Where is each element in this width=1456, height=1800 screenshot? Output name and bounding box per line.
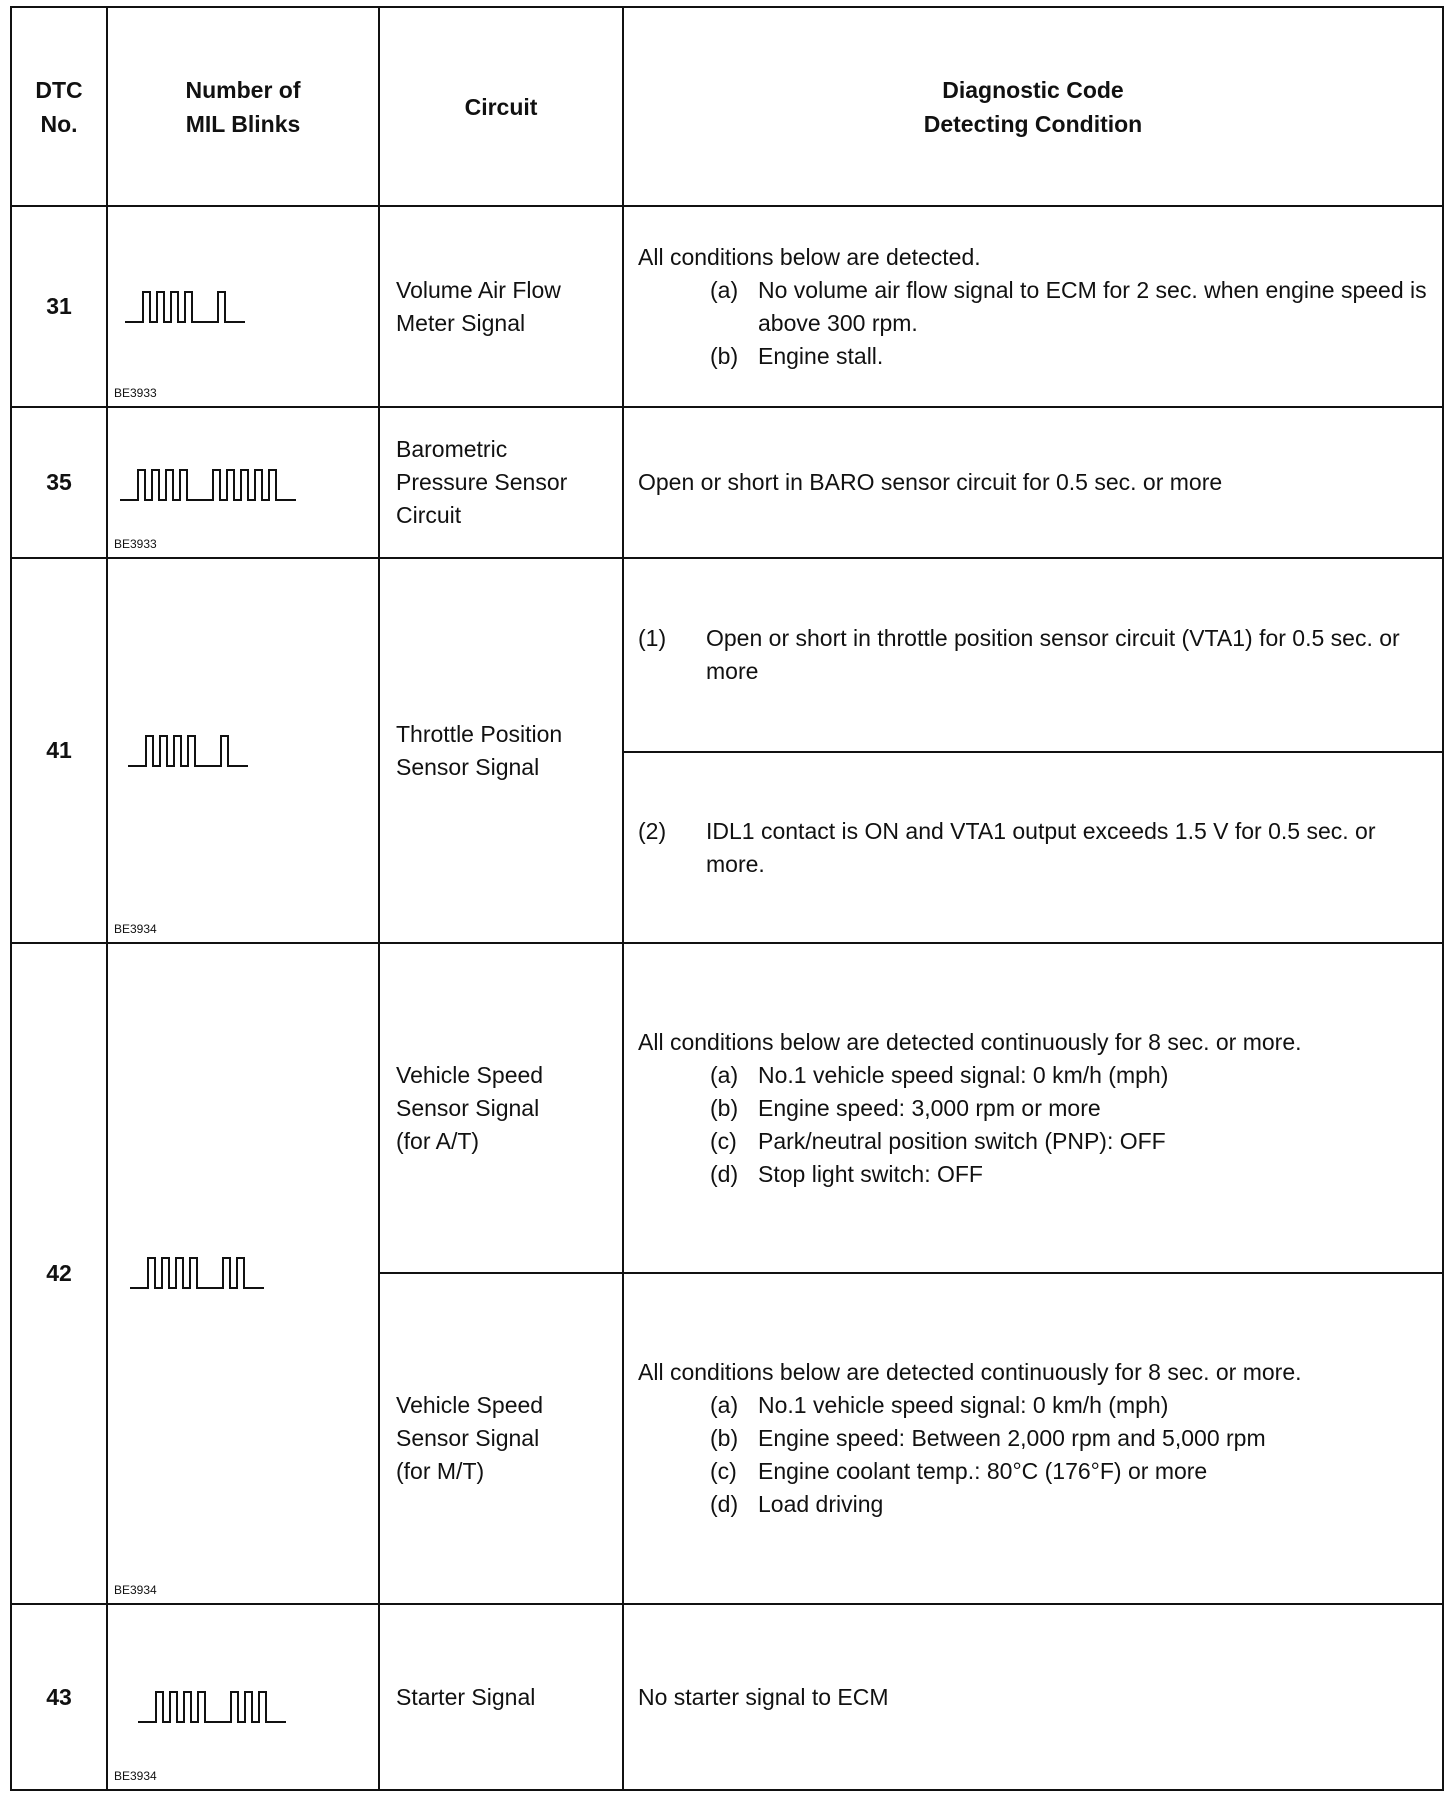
numbered-condition [638, 622, 1432, 688]
figure-code: BE3934 [114, 922, 157, 936]
item-text: No.1 vehicle speed signal: 0 km/h (mph) [758, 1392, 1169, 1418]
item-key: (a) [710, 276, 739, 303]
detecting-condition [624, 559, 1442, 751]
figure-code: BE3934 [114, 1769, 157, 1783]
item-text: No.1 vehicle speed signal: 0 km/h (mph) [758, 1061, 1169, 1088]
dtc-number: 35 [46, 469, 72, 495]
condition-item [638, 1092, 1432, 1125]
item-key: (b) [710, 1094, 739, 1121]
item-text: Engine speed: Between 2,000 rpm and 5,000 rpm [758, 1425, 1266, 1451]
item-key: (a) [710, 1392, 739, 1418]
table-border-bottom [10, 1789, 1444, 1791]
circuit-name: Vehicle Speed Sensor Signal (for A/T) [396, 1061, 544, 1154]
circuit-name: Barometric Pressure Sensor Circuit [396, 436, 568, 528]
mil-blink-pattern-icon [138, 1684, 366, 1728]
header-mil-blinks: Number of MIL Blinks [185, 76, 301, 137]
item-text: Open or short in throttle position sensor circuit (VTA1) for 0.5 sec. or more [706, 625, 1400, 684]
item-key: (1) [638, 625, 667, 651]
item-key: (b) [710, 1425, 739, 1451]
mil-blink-pattern-icon [120, 462, 365, 506]
item-key: (c) [710, 1127, 737, 1154]
mil-blink-pattern-icon [130, 1250, 370, 1294]
pulse-train [125, 292, 245, 322]
item-text: Park/neutral position switch (PNP): OFF [758, 1127, 1166, 1154]
table-border-right [1442, 6, 1444, 1791]
figure-code: BE3933 [114, 386, 157, 400]
item-text: No volume air flow signal to ECM for 2 sec. when engine speed is above 300 rpm. [758, 276, 1427, 336]
detecting-condition [624, 753, 1442, 942]
circuit-name: Volume Air Flow Meter Signal [396, 276, 561, 336]
detecting-condition: No starter signal to ECM [638, 1683, 889, 1710]
column-divider [106, 6, 108, 1791]
condition-intro: All conditions below are detected continuously for 8 sec. or more. [638, 1028, 1302, 1055]
circuit-name: Throttle Position Sensor Signal [396, 720, 563, 780]
item-key: (d) [710, 1491, 739, 1517]
item-key: (d) [710, 1160, 739, 1187]
mil-blink-pattern-icon [128, 728, 368, 772]
pulse-train [120, 470, 296, 500]
condition-item [638, 1059, 1432, 1092]
circuit-name: Starter Signal [396, 1683, 536, 1710]
pulse-train [128, 736, 248, 766]
header-circuit: Circuit [464, 93, 538, 120]
condition-item [638, 1389, 1432, 1422]
item-key: (a) [710, 1061, 739, 1088]
detecting-condition [624, 207, 1442, 406]
header-condition: Diagnostic Code Detecting Condition [923, 76, 1143, 137]
item-text: Engine speed: 3,000 rpm or more [758, 1094, 1101, 1121]
condition-item [638, 340, 1432, 373]
item-key: (2) [638, 817, 667, 844]
dtc-number: 41 [46, 737, 72, 763]
condition-item [638, 1455, 1432, 1488]
condition-item [638, 1422, 1432, 1455]
item-key: (b) [710, 342, 739, 369]
mil-blink-pattern-icon [125, 284, 365, 328]
item-text: Engine coolant temp.: 80°C (176°F) or more [758, 1458, 1208, 1484]
circuit-name: Vehicle Speed Sensor Signal (for M/T) [396, 1392, 544, 1484]
header-dtc-no: DTC No. [35, 76, 83, 137]
pulse-train [130, 1258, 264, 1288]
condition-intro: All conditions below are detected. [638, 243, 981, 270]
item-text: IDL1 contact is ON and VTA1 output exceeds 1.5 V for 0.5 sec. or more. [706, 817, 1376, 877]
condition-item [638, 1125, 1432, 1158]
pulse-train [138, 1692, 286, 1722]
item-text: Stop light switch: OFF [758, 1160, 983, 1187]
condition-intro: All conditions below are detected continuously for 8 sec. or more. [638, 1359, 1302, 1385]
condition-item [638, 274, 1432, 340]
dtc-number: 42 [46, 1260, 72, 1286]
figure-code: BE3933 [114, 537, 157, 551]
item-key: (c) [710, 1458, 737, 1484]
dtc-number: 31 [46, 293, 72, 319]
detecting-condition: Open or short in BARO sensor circuit for 0.5 sec. or more [638, 469, 1223, 495]
item-text: Load driving [758, 1491, 884, 1517]
figure-code: BE3934 [114, 1583, 157, 1597]
dtc-table [10, 6, 1444, 1791]
detecting-condition [624, 944, 1442, 1272]
item-text: Engine stall. [758, 342, 884, 369]
dtc-number: 43 [46, 1683, 72, 1710]
numbered-condition [638, 815, 1432, 881]
condition-item [638, 1158, 1432, 1191]
condition-item [638, 1488, 1432, 1521]
detecting-condition [624, 1274, 1442, 1603]
